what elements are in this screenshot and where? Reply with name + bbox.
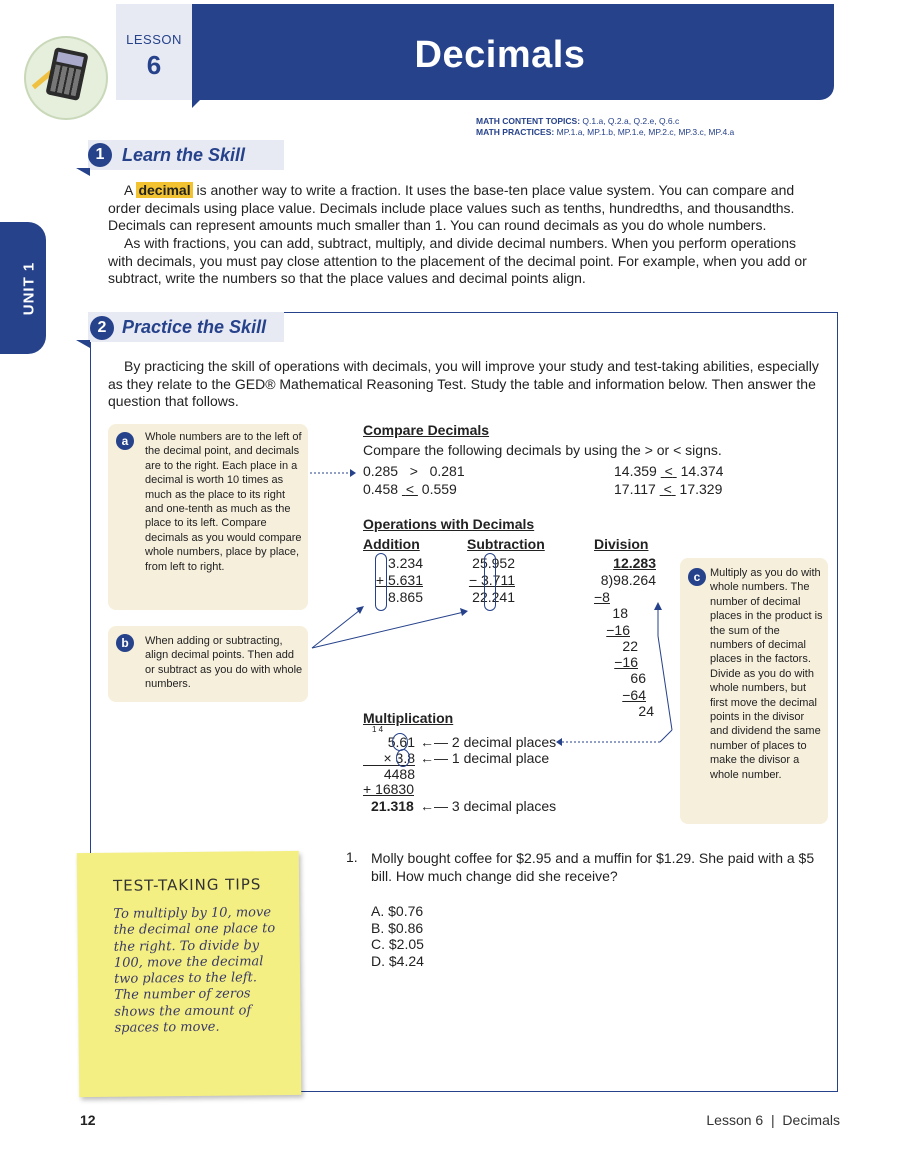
addition-label: Addition <box>363 536 420 552</box>
lesson-label: LESSON <box>126 32 182 47</box>
callout-c <box>680 558 828 824</box>
tips-title: TEST-TAKING TIPS <box>112 875 262 895</box>
compare-row-2: 0.458 < 0.559 <box>363 481 457 497</box>
callout-a-text: Whole numbers are to the left of the decimal point, and decimals are to the right. Each place in a decimal is worth 10 times as much as the place to its right and one-tenth as much as the place to its left. Compare decimals as you would compare whole numbers, place by place, from left to right. <box>145 431 302 573</box>
callout-a <box>108 424 308 610</box>
lesson-tab <box>116 4 195 100</box>
test-taking-tips-note <box>77 851 302 1097</box>
operations-heading: Operations with Decimals <box>363 516 535 532</box>
answer-options <box>371 903 424 969</box>
callout-a-badge: a <box>116 432 134 450</box>
practice-intro: By practicing the skill of operations with decimals, you will improve your study and test-taking abilities, especially as they relate to the GED® Mathematical Reasoning Test. Study the table and information below. Then answer the question that follows. <box>108 358 819 409</box>
section-number-1: 1 <box>88 143 112 167</box>
math-topics: MATH CONTENT TOPICS: Q.1.a, Q.2.a, Q.2.e, Q.6.c MATH PRACTICES: MP.1.a, MP.1.b, MP.1.e, MP.2.c, MP.3.c, MP.4.a <box>476 116 735 137</box>
learn-heading: Learn the Skill <box>122 145 246 165</box>
division-steps: −8 18 −16 22 −16 66 −64 24 <box>594 589 654 720</box>
section-number-2: 2 <box>90 316 114 340</box>
tab-corner <box>192 100 200 108</box>
page-title: Decimals <box>414 34 586 76</box>
multiplication-line-2: × 3.8 <box>383 750 415 766</box>
mult-note-2: ←— 1 decimal place <box>420 750 550 766</box>
section-corner <box>76 168 90 176</box>
multiplication-carry: 1 4 <box>372 725 384 734</box>
footer-lesson: Lesson 6 | Decimals <box>706 1112 840 1128</box>
mult-note-1: ←— 2 decimal places <box>420 734 557 750</box>
practice-heading: Practice the Skill <box>122 317 267 337</box>
option-d[interactable]: D. $4.24 <box>371 952 424 969</box>
learn-paragraph-2: As with fractions, you can add, subtract, multiply, and divide decimal numbers. When you perform operations with decimals, you must pay close attention to the placement of the decimal point. For example, when you add or subtract, write the numbers so that the place values and decimal points align. <box>108 235 807 286</box>
tips-body: To multiply by 10, move the decimal one place to the right. To divide by 100, move the decimal two places to the left. The number of zeros shows the amount of spaces to move. <box>113 905 276 1036</box>
learn-paragraph-1: A decimal is another way to write a fraction. It uses the base-ten place value system. You can compare and order decimals using place value. Decimals include place values such as tenths, hundredths, and thousandths. Decimals can represent amounts much smaller than 1. You can round decimals as you do whole numbers. <box>108 182 795 233</box>
decimal-align-loop <box>484 553 496 611</box>
multiplication-result: 21.318 <box>371 798 414 814</box>
compare-row-1: 0.285 > 0.281 <box>363 463 465 479</box>
callout-b-badge: b <box>116 634 134 652</box>
subtraction-work: 25.952 − 3.711 22.241 <box>468 555 515 605</box>
compare-instruction: Compare the following decimals by using the > or < signs. <box>363 442 722 458</box>
compare-heading: Compare Decimals <box>363 422 490 438</box>
addition-work: 3.234 + 5.631 8.865 <box>375 555 423 605</box>
decimal-circle <box>396 749 410 767</box>
subtraction-label: Subtraction <box>467 536 545 552</box>
callout-c-text: Multiply as you do with whole numbers. The number of decimal places in the product is the sum of the numbers of decimal places in the factors. Divide as you do with whole numbers, but first move the decimal points in the divisor and dividend the same number of places to make the divisor a whole number. <box>710 567 823 781</box>
page-number: 12 <box>80 1112 96 1128</box>
decimal-align-loop <box>375 553 387 611</box>
compare-row-3: 14.359 < 14.374 <box>614 463 724 479</box>
question-text: Molly bought coffee for $2.95 and a muffin for $1.29. She paid with a $5 bill. How much change did she receive? <box>371 850 815 884</box>
section-corner <box>76 340 90 348</box>
division-work: 12.283 8)98.264 <box>600 555 656 588</box>
option-b[interactable]: B. $0.86 <box>371 919 424 936</box>
unit-side-tab: UNIT 1 <box>0 222 46 354</box>
multiplication-line-3: 4488 <box>383 766 415 782</box>
keyword-decimal: decimal <box>138 182 191 198</box>
lesson-number: 6 <box>146 50 162 80</box>
option-a[interactable]: A. $0.76 <box>371 903 424 919</box>
multiplication-label: Multiplication <box>363 710 454 726</box>
question-number: 1. <box>346 849 358 865</box>
multiplication-line-4: + 16830 <box>363 781 414 797</box>
callout-b <box>108 626 308 702</box>
callout-c-badge: c <box>688 568 706 586</box>
option-c[interactable]: C. $2.05 <box>371 936 424 952</box>
mult-note-3: ←— 3 decimal places <box>420 798 557 814</box>
compare-row-4: 17.117 < 17.329 <box>614 481 723 497</box>
decimal-circle <box>392 733 408 751</box>
multiplication-line-1: 5.61 <box>387 734 415 750</box>
division-label: Division <box>594 536 649 552</box>
callout-b-text: When adding or subtracting, align decimal points. Then add or subtract as you do with whole numbers. <box>145 635 303 691</box>
